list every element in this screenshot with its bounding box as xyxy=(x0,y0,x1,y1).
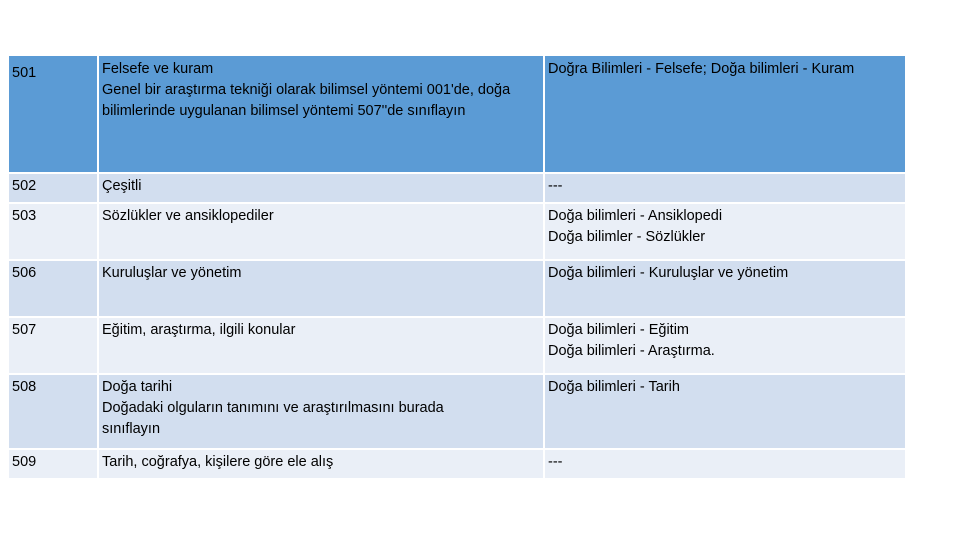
description-line: Doğadaki olguların tanımını ve araştırılmasını burada sınıflayın xyxy=(102,400,444,437)
subject-line: Doğa bilimler - Sözlükler xyxy=(548,229,706,245)
subject-headings xyxy=(545,174,905,204)
table-row xyxy=(9,204,905,261)
subject-headings xyxy=(545,318,905,375)
class-description xyxy=(99,318,545,375)
subject-line: Doğa bilimleri - Araştırma. xyxy=(548,343,715,359)
description-line: Kuruluşlar ve yönetim xyxy=(102,265,242,281)
subject-line: --- xyxy=(548,178,563,194)
class-code: 506 xyxy=(9,261,99,318)
class-description xyxy=(99,450,545,480)
class-code: 508 xyxy=(9,375,99,450)
description-line: Felsefe ve kuram xyxy=(102,61,214,77)
description-line: Doğa tarihi xyxy=(102,379,173,395)
class-code: 501 xyxy=(9,56,99,174)
class-code: 507 xyxy=(9,318,99,375)
table-row xyxy=(9,174,905,204)
subject-line: Doğa bilimleri - Ansiklopedi xyxy=(548,208,723,224)
subject-headings xyxy=(545,204,905,261)
subject-line: Doğa bilimleri - Kuruluşlar ve yönetim xyxy=(548,265,789,281)
description-line: Sözlükler ve ansiklopediler xyxy=(102,208,274,224)
subject-headings xyxy=(545,450,905,480)
table-row xyxy=(9,375,905,450)
subject-headings xyxy=(545,261,905,318)
class-description xyxy=(99,56,545,174)
class-code: 502 xyxy=(9,174,99,204)
class-description xyxy=(99,204,545,261)
classification-table xyxy=(9,56,905,480)
description-line: Genel bir araştırma tekniği olarak bilimsel yöntemi 001'de, doğa bilimlerinde uygulanan bilimsel yöntemi 507''de sınıflayın xyxy=(102,82,511,119)
class-description xyxy=(99,174,545,204)
class-code: 509 xyxy=(9,450,99,480)
subject-headings xyxy=(545,56,905,174)
description-line: Çeşitli xyxy=(102,178,142,194)
subject-line: Doğa bilimleri - Tarih xyxy=(548,379,680,395)
class-code: 503 xyxy=(9,204,99,261)
subject-line: --- xyxy=(548,454,563,470)
table-row xyxy=(9,318,905,375)
subject-line: Doğra Bilimleri - Felsefe; Doğa bilimleri - Kuram xyxy=(548,61,855,77)
subject-headings xyxy=(545,375,905,450)
description-line: Eğitim, araştırma, ilgili konular xyxy=(102,322,296,338)
table-row xyxy=(9,56,905,174)
class-description xyxy=(99,261,545,318)
table-row xyxy=(9,450,905,480)
description-line: Tarih, coğrafya, kişilere göre ele alış xyxy=(102,454,334,470)
subject-line: Doğa bilimleri - Eğitim xyxy=(548,322,690,338)
class-description xyxy=(99,375,545,450)
table-row xyxy=(9,261,905,318)
